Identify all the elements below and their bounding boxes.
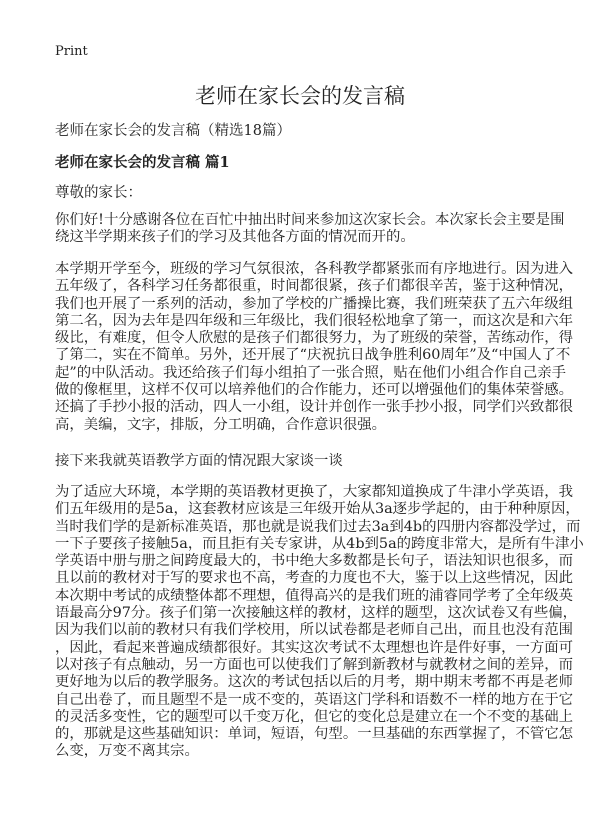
text-line: 且以前的教材对于写的要求也不高，考查的力度也不大，鉴于以上这些情况，因此 bbox=[55, 570, 574, 587]
text-line: 接下来我就英语教学方面的情况跟大家谈一谈 bbox=[55, 453, 343, 469]
section-heading: 老师在家长会的发言稿 篇1 bbox=[55, 154, 230, 171]
text-line: ，因此，看起来普遍成绩都很好。其实这次考试不太理想也许是件好事，一方面可 bbox=[55, 639, 574, 656]
text-line: 你们好!十分感谢各位在百忙中抽出时间来参加这次家长会。本次家长会主要是围 bbox=[55, 212, 565, 228]
text-line: 级比，有难度，但令人欣慰的是孩子们都很努力，为了班级的荣誉，苦练动作，得 bbox=[55, 330, 574, 347]
print-link[interactable]: Print bbox=[55, 44, 88, 59]
text-line: 五年级了，各科学习任务都很重，时间都很紧，孩子们都很辛苦，鉴于这种情况， bbox=[55, 278, 574, 295]
paragraph-intro bbox=[55, 212, 565, 247]
text-line: 当时我们学的是新标准英语，那也就是说我们过去3a到4b的四册内容都没学过，而 bbox=[55, 518, 581, 535]
document-title: 老师在家长会的发言稿 bbox=[195, 84, 405, 108]
paragraph-english-teaching bbox=[55, 484, 584, 761]
text-line: 的灵活多变性，它的题型可以千变万化，但它的变化总是建立在一个不变的基础上 bbox=[55, 708, 574, 725]
text-line: 第二名，因为去年是四年级和三年级比，我们很轻松地拿了第一，而这次是和六年 bbox=[55, 312, 574, 329]
text-line: 自己出卷了，而且题型不是一成不变的，英语这门学科和语数不一样的地方在于它 bbox=[55, 691, 574, 708]
text-line: 一下子要孩子接触5a，而且拒有关专家讲，从4b到5a的跨度非常大，是所有牛津小 bbox=[55, 535, 584, 552]
text-line: 更好地为以后的教学服务。这次的考试包括以后的月考，期中期末考都不再是老师 bbox=[55, 674, 574, 691]
text-line: 语最高分97分。孩子们第一次接触这样的教材，这样的题型，这次试卷又有些偏， bbox=[55, 605, 577, 622]
text-line: 我们也开展了一系列的活动，参加了学校的广播操比赛，我们班荣获了五六年级组 bbox=[55, 295, 574, 312]
text-line: 还搞了手抄小报的活动，四人一小组，设计并创作一张手抄小报，同学们兴致都很 bbox=[55, 399, 574, 416]
text-line: 的，那就是这些基础知识：单词，短语，句型。一旦基础的东西掌握了，不管它怎 bbox=[55, 726, 574, 743]
paragraph-class-activities bbox=[55, 261, 574, 434]
text-line: 学英语中册与册之间跨度最大的，书中绝大多数都是长句子，语法知识也很多，而 bbox=[55, 553, 574, 570]
greeting: 尊敬的家长： bbox=[55, 185, 142, 201]
text-line: 高，美编，文字，排版，分工明确，合作意识很强。 bbox=[55, 416, 386, 433]
text-line: 以对孩子有点触动，另一方面也可以使我们了解到新教材与就教材之间的差异，而 bbox=[55, 656, 574, 673]
text-line: 因为我们以前的教材只有我们学校用，所以试卷都是老师自己出，而且也没有范围 bbox=[55, 622, 574, 639]
text-line: 绕这半学期来孩子们的学习及其他各方面的情况而开的。 bbox=[55, 229, 415, 246]
paragraph-english-intro bbox=[55, 453, 555, 470]
document-subtitle: 老师在家长会的发言稿（精选18篇） bbox=[55, 123, 291, 139]
text-line: 起”的中队活动。我还给孩子们每小组拍了一张合照，贴在他们小组合作自己亲手 bbox=[55, 364, 567, 381]
text-line: 做的像框里，这样不仅可以培养他们的合作能力，还可以增强他们的集体荣誉感。 bbox=[55, 382, 574, 399]
text-line: 本学期开学至今，班级的学习气氛很浓，各科教学都紧张而有序地进行。因为进入 bbox=[55, 261, 574, 277]
text-line: 了第二，实在不简单。另外，还开展了“庆祝抗日战争胜利60周年”及“中国人了不 bbox=[55, 347, 571, 364]
text-line: 们五年级用的是5a，这套教材应该是三年级开始从3a逐步学起的，由于种种原因， bbox=[55, 501, 580, 518]
text-line: 为了适应大环境，本学期的英语教材更换了，大家都知道换成了牛津小学英语，我 bbox=[55, 484, 574, 500]
text-line: 本次期中考试的成绩整体都不理想，值得高兴的是我们班的浦睿同学考了全年级英 bbox=[55, 587, 574, 604]
text-line: 么变，万变不离其宗。 bbox=[55, 743, 199, 760]
